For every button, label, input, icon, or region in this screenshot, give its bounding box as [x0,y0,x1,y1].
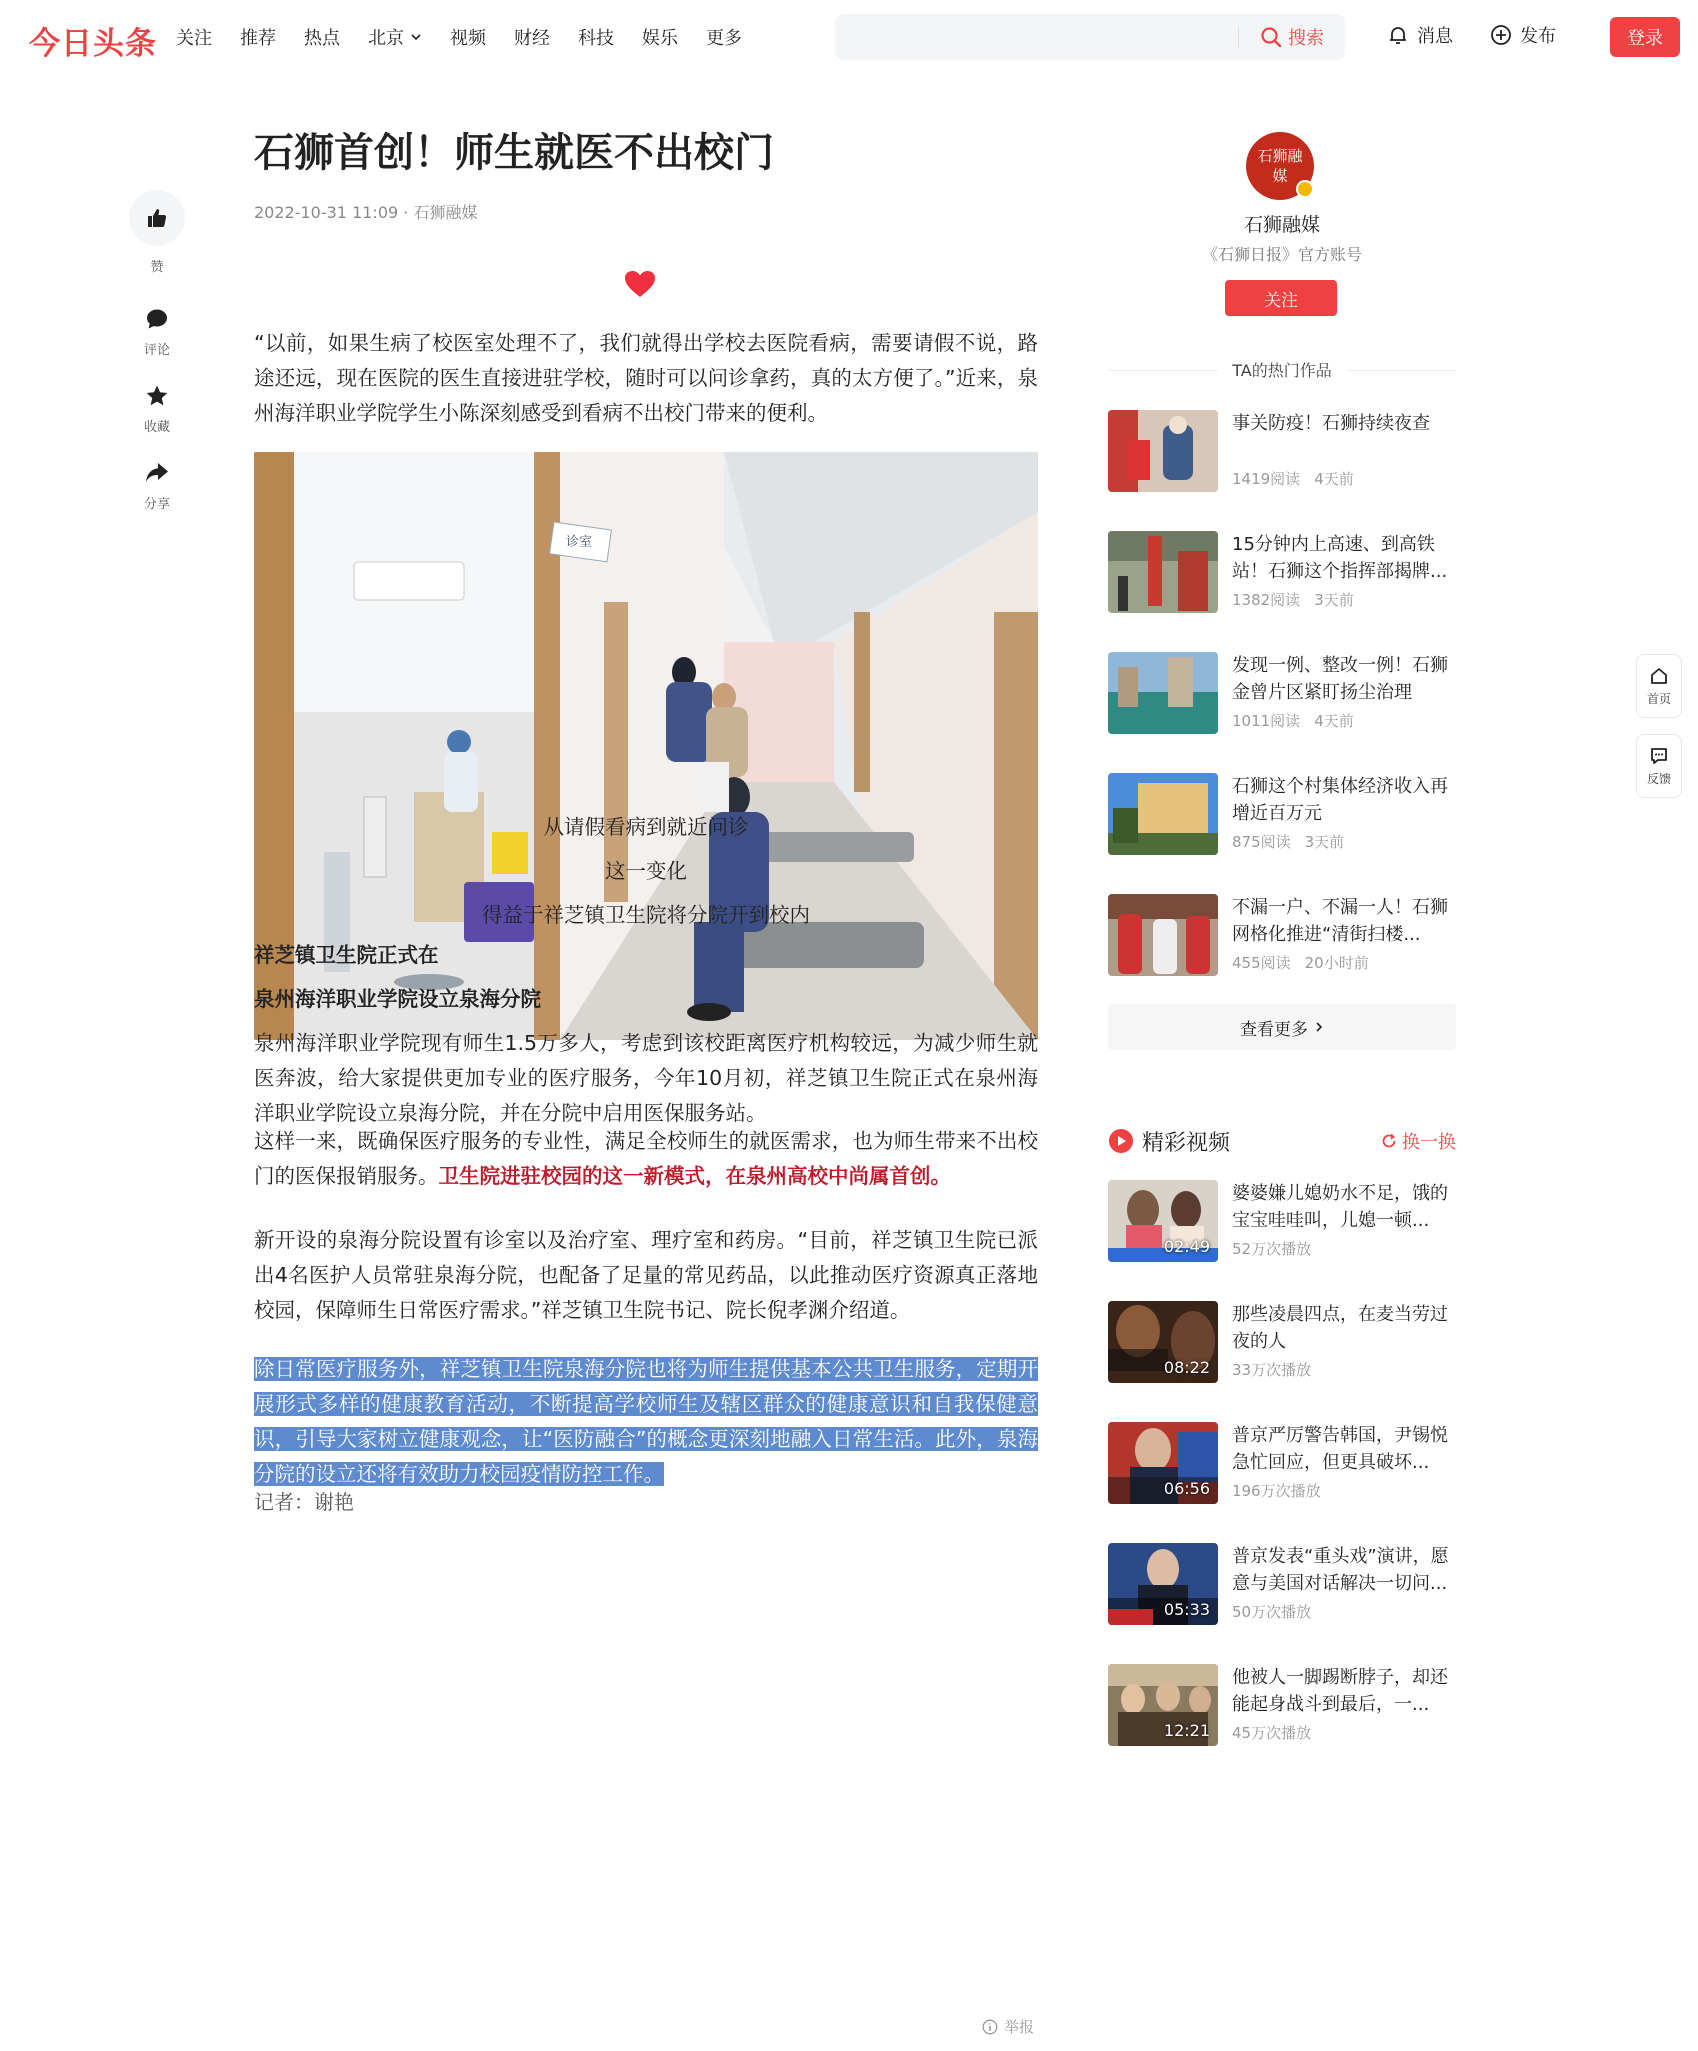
hot-item-time: 3天前 [1314,591,1354,609]
search-button-label: 搜索 [1288,28,1324,49]
bell-icon [1387,24,1409,46]
caption-3: 得益于祥芝镇卫生院将分院开到校内 [482,903,810,927]
refresh-icon [1380,1132,1398,1150]
video-title: 普京严厉警告韩国，尹锡悦急忙回应，但更具破坏... [1232,1425,1448,1473]
favorite-button[interactable] [128,378,186,435]
video-duration: 12:21 [1163,1721,1210,1740]
video-item[interactable] [1108,1301,1456,1385]
video-title: 那些凌晨四点，在麦当劳过夜的人 [1232,1304,1448,1352]
video-play-count: 196万次播放 [1232,1482,1321,1500]
hot-item-time: 20小时前 [1304,954,1369,972]
home-icon [1649,666,1669,686]
hot-item-stats [1232,831,1344,852]
video-item[interactable] [1108,1664,1456,1748]
video-plays [1232,1238,1311,1259]
comment-icon-wrap [129,301,185,337]
video-thumbnail [1108,1543,1218,1625]
info-icon [982,2019,998,2035]
hot-item-title: 发现一例、整改一例！石狮金曾片区紧盯扬尘治理 [1232,655,1448,703]
video-plays [1232,1601,1311,1622]
author-avatar[interactable]: 石狮融媒 [1246,132,1314,200]
play-circle-icon [1108,1128,1134,1154]
like-button[interactable] [128,190,186,275]
nav-more[interactable]: 更多 [706,28,742,49]
share-icon-wrap [129,455,185,491]
search-divider [1238,27,1239,47]
hot-thumbnail [1108,410,1218,492]
switch-label: 换一换 [1402,1132,1456,1153]
share-button[interactable] [128,455,186,512]
home-label: 首页 [1646,691,1671,706]
report-link[interactable] [982,2016,1034,2037]
hot-item-stats [1232,589,1354,610]
hot-thumbnail [1108,894,1218,976]
site-logo[interactable]: 今日头条 [29,26,157,62]
search-box [835,14,1345,60]
hot-item-reads: 1011阅读 [1232,712,1301,730]
author-name[interactable]: 石狮融媒 [1243,214,1320,236]
hot-item[interactable] [1108,410,1456,492]
video-play-count: 50万次播放 [1232,1603,1312,1621]
hot-item[interactable] [1108,531,1456,613]
comment-button[interactable] [128,301,186,358]
video-duration: 02:49 [1163,1237,1210,1256]
hot-item-title: 石狮这个村集体经济收入再增近百万元 [1232,776,1448,824]
nav-tech[interactable]: 科技 [578,28,614,49]
nav-entertainment[interactable]: 娱乐 [642,28,678,49]
plus-circle-icon [1490,24,1512,46]
video-duration: 05:33 [1163,1600,1210,1619]
publish-label: 发布 [1520,26,1556,47]
search-icon [1260,26,1282,48]
hot-item-title: 事关防疫！石狮持续夜查 [1232,413,1430,434]
nav-beijing[interactable] [368,24,422,50]
article [254,120,1038,1514]
like-label: 赞 [150,260,164,275]
favorite-label: 收藏 [143,420,170,435]
main-nav [176,24,770,50]
video-play-count: 45万次播放 [1232,1724,1312,1742]
hot-item[interactable] [1108,894,1456,976]
video-plays [1232,1722,1311,1743]
author-description: 《石狮日报》官方账号 [1201,245,1362,264]
video-title: 婆婆嫌儿媳奶水不足，饿的宝宝哇哇叫，儿媳一顿... [1232,1183,1448,1231]
article-paragraph-3 [254,1124,1038,1194]
article-paragraph-2: 泉州海洋职业学院现有师生1.5万多人，考虑到该校距离医疗机构较远，为减少师生就医奔波，给大家提供更加专业的医疗服务，今年10月初，祥芝镇卫生院正式在泉州海洋职业学院设立泉海分院，并在分院中启用医保服务站。 [254,1031,1038,1125]
video-duration: 06:56 [1163,1479,1210,1498]
video-title: 他被人一脚踢断脖子，却还能起身战斗到最后，一... [1232,1667,1448,1715]
hot-item-title: 不漏一户、不漏一人！石狮网格化推进“清街扫楼... [1232,897,1448,945]
publish-button[interactable] [1490,22,1556,48]
hot-item[interactable] [1108,652,1456,734]
search-input[interactable] [851,22,1231,52]
star-icon [145,384,169,408]
paragraph-3-emphasis: 卫生院进驻校园的这一新模式，在泉州高校中尚属首创。 [438,1164,951,1188]
hot-item-reads: 1382阅读 [1232,591,1301,609]
video-item[interactable] [1108,1422,1456,1506]
chevron-right-icon [1314,1021,1324,1033]
thumbs-up-icon [145,206,169,230]
video-play-count: 52万次播放 [1232,1240,1312,1258]
subheading-2: 泉州海洋职业学院设立泉海分院 [254,987,541,1011]
hot-item-time: 4天前 [1314,712,1354,730]
caption-1: 从请假看病到就近问诊 [543,815,749,839]
switch-button[interactable] [1380,1128,1456,1154]
article-meta: 2022-10-31 11:09 · 石狮融媒 [254,203,478,222]
hot-thumbnail [1108,773,1218,855]
report-label: 举报 [1004,2018,1035,2036]
follow-button[interactable]: 关注 [1225,280,1337,316]
feedback-label: 反馈 [1646,771,1671,786]
hot-item-reads: 1419阅读 [1232,470,1301,488]
video-section-title: 精彩视频 [1142,1131,1231,1156]
hot-item-stats [1232,710,1354,731]
article-paragraph-4: 新开设的泉海分院设置有诊室以及治疗室、理疗室和药房。“目前，祥芝镇卫生院已派出4名医护人员常驻泉海分院，也配备了足量的常见药品，以此推动医疗资源真正落地校园，保障师生日常医疗需求。”祥芝镇卫生院书记、院长倪孝渊介绍道。 [254,1228,1038,1322]
video-title: 普京发表“重头戏”演讲，愿意与美国对话解决一切问... [1232,1546,1449,1594]
hot-item-reads: 875阅读 [1232,833,1291,851]
hot-thumbnail [1108,531,1218,613]
video-thumbnail [1108,1301,1218,1383]
nav-recommend[interactable]: 推荐 [240,28,276,49]
hot-thumbnail [1108,652,1218,734]
share-label: 分享 [143,497,170,512]
favorite-icon-wrap [129,378,185,414]
feedback-icon [1649,746,1669,766]
reporter-credit: 记者：谢艳 [254,1490,354,1514]
share-arrow-icon [144,461,170,485]
nav-video[interactable]: 视频 [450,28,486,49]
article-title: 石狮首创！师生就医不出校门 [254,130,774,176]
video-plays [1232,1480,1321,1501]
nav-finance[interactable]: 财经 [514,28,550,49]
article-paragraph-1: “以前，如果生病了校医室处理不了，我们就得出学校去医院看病，需要请假不说，路途还远，现在医院的医生直接进驻学校，随时可以问诊拿药，真的太方便了。”近来，泉州海洋职业学院学生小陈深刻感受到看病不出校门带来的便利。 [254,331,1038,425]
search-button[interactable] [1260,24,1324,50]
video-thumbnail [1108,1422,1218,1504]
video-thumbnail [1108,1180,1218,1262]
hot-item-reads: 455阅读 [1232,954,1291,972]
video-section-header [1108,1126,1456,1156]
chevron-down-icon [410,31,422,43]
view-more-button[interactable] [1108,1004,1456,1050]
view-more-label: 查看更多 [1240,1019,1308,1040]
video-item[interactable] [1108,1543,1456,1627]
hot-item-time: 4天前 [1314,470,1354,488]
nav-hot[interactable]: 热点 [304,28,340,49]
photo-room-sign: 诊室 [566,535,593,550]
hot-item-time: 3天前 [1304,833,1345,851]
video-item[interactable] [1108,1180,1456,1264]
video-play-count: 33万次播放 [1232,1361,1312,1379]
comment-label: 评论 [143,343,170,358]
messages-button[interactable] [1387,22,1453,48]
like-circle [129,190,185,246]
nav-beijing-label: 北京 [368,28,404,49]
comment-icon [145,307,169,331]
home-float-button[interactable] [1636,654,1682,718]
nav-follow[interactable]: 关注 [176,28,212,49]
hot-item-stats [1232,952,1369,973]
hot-item[interactable] [1108,773,1456,855]
video-duration: 08:22 [1163,1358,1210,1377]
video-thumbnail [1108,1664,1218,1746]
subheading-1: 祥芝镇卫生院正式在 [254,943,439,967]
paragraph-3-normal: 这样一来，既确保医疗服务的专业性，满足全校师生的就医需求，也为师生带来不出校门的医保报销服务。 [254,1129,1038,1188]
article-paragraph-5 [254,1352,1038,1492]
hot-item-stats [1232,468,1354,489]
hot-item-title: 15分钟内上高速、到高铁站！石狮这个指挥部揭牌... [1232,534,1448,582]
hot-works-title: TA的热门作品 [1232,361,1332,380]
article-action-rail [128,190,186,532]
top-bar [0,0,1698,74]
selected-text[interactable]: 除日常医疗服务外，祥芝镇卫生院泉海分院也将为师生提供基本公共卫生服务，定期开展形式多样的健康教育活动，不断提高学校师生及辖区群众的健康意识和自我保健意识，引导大家树立健康观念，让“医防融合”的概念更深刻地融入日常生活。此外，泉海分院的设立还将有效助力校园疫情防控工作。 [254,1357,1038,1486]
caption-2: 这一变化 [605,859,687,883]
verified-badge-icon [1296,180,1314,198]
feedback-float-button[interactable] [1636,734,1682,798]
login-button[interactable]: 登录 [1610,17,1680,57]
video-plays [1232,1359,1311,1380]
messages-label: 消息 [1417,26,1453,47]
heart-icon [624,270,656,298]
